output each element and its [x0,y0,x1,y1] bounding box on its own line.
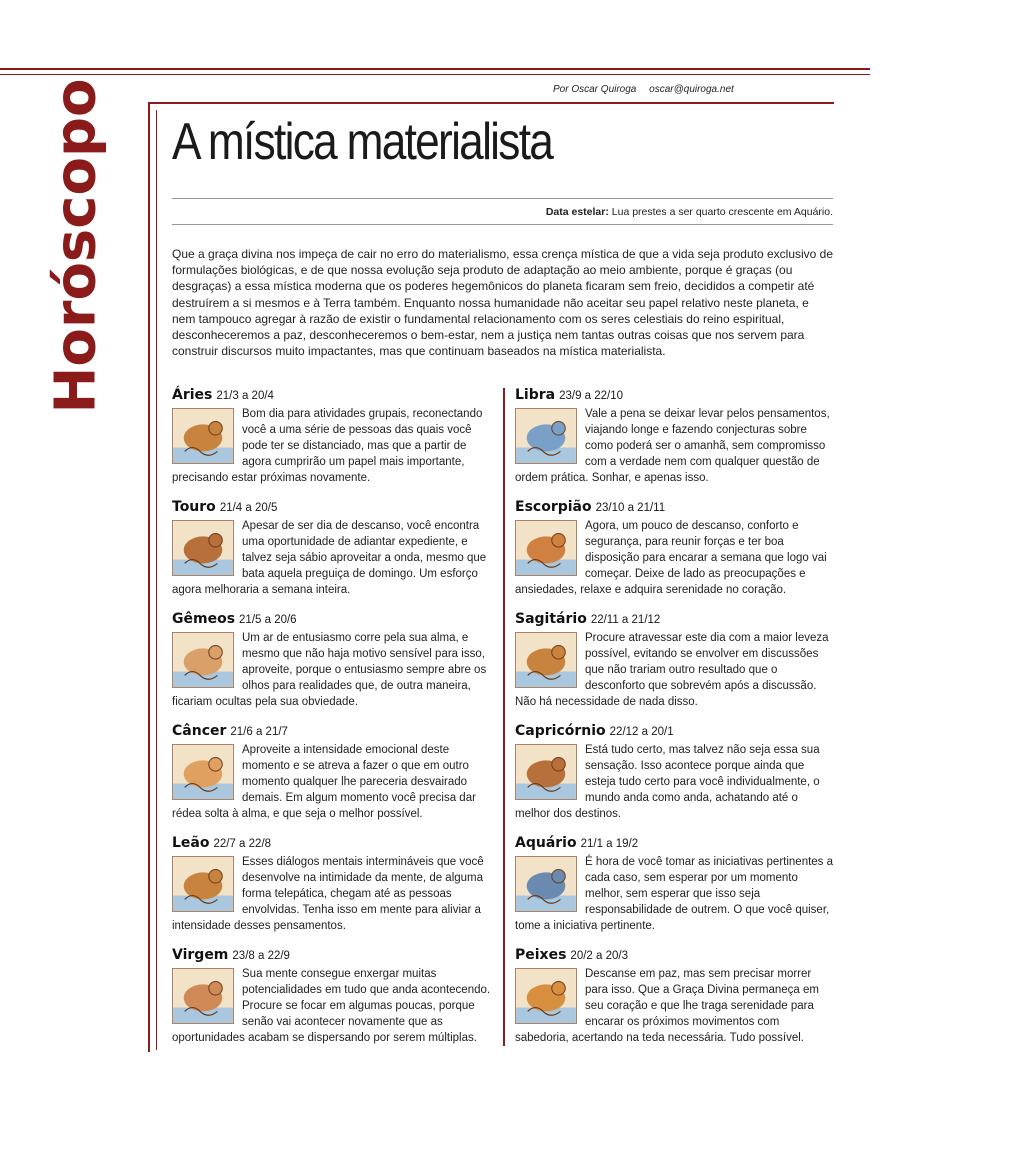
aquarius-icon [515,856,577,912]
byline-author: Por Oscar Quiroga [553,84,637,95]
leo-icon [172,856,234,912]
sign-body [172,406,492,486]
byline-email[interactable]: oscar@quiroga.net [649,84,734,95]
sign-heading [172,834,492,853]
sign-entry [172,946,492,1058]
sign-name: Escorpião [515,499,592,515]
sign-text: Descanse em paz, mas sem precisar morrer para isso. Que a Graça Divina permaneça em seu coração e que lhe traga serenidade para encarar os próximos movimentos com sabedoria, acertando na teda necessária. Tudo possível. [515,968,819,1044]
column-divider [503,388,505,1046]
sign-entry [515,834,835,946]
sign-dates: 21/4 a 20/5 [219,502,278,514]
frame-left-rule-inner [156,110,157,1050]
sign-body [172,518,492,598]
frame-top-rule [148,102,834,104]
sign-name: Libra [515,387,556,403]
sign-dates: 21/1 a 19/2 [580,838,639,850]
sign-text: Um ar de entusiasmo corre pela sua alma, e mesmo que não haja motivo sensível para isso, aproveite, porque o entusiasmo sempre abre os olhos para realidades que, de outra maneira, ficariam ocultas pela sua obviedade. [172,632,487,708]
sign-dates: 23/8 a 22/9 [232,950,290,962]
sign-body [515,630,835,710]
sign-heading [515,722,835,741]
sign-text: Esses diálogos mentais intermináveis que você desenvolve na intimidade da mente, de alguma forma telepática, chegam até as pessoas envolvidas. Tenha isso em mente para aliviar a intensidade desses pensamentos. [172,856,484,932]
sign-text: Agora, um pouco de descanso, conforto e segurança, para reunir forças e ter boa disposição para encarar a semana que logo vai começar. Deixe de lado as preocupações e ansiedades, relaxe e adquira serenidade no coração. [515,520,827,596]
sign-body [172,742,492,822]
stardate-text: Lua prestes a ser quarto crescente em Aquário. [611,206,833,218]
taurus-icon [172,520,234,576]
sign-body [515,406,835,486]
sign-body [515,854,835,934]
top-rule [0,68,870,70]
sign-text: Aproveite a intensidade emocional deste momento e se atreva a fazer o que em outro momento qualquer lhe pareceria desvairado demais. Em algum momento você precisa dar rédea solta à alma, e que seja o melhor possível. [172,744,476,820]
sign-body [172,630,492,710]
sign-body [515,966,835,1046]
virgo-icon [172,968,234,1024]
sign-entry [172,834,492,946]
headline: A mística materialista [172,113,553,171]
sign-entry [515,498,835,610]
sign-heading [172,610,492,629]
sign-text: Apesar de ser dia de descanso, você encontra uma oportunidade de adiantar expediente, e talvez seja sábio aproveitar a onda, mesmo que bata aquela preguiça de domingo. Um esforço agora melhoraria a semana inteira. [172,520,487,596]
intro-paragraph: Que a graça divina nos impeça de cair no erro do materialismo, essa crença mística de que a vida seja produto exclusivo de formulações biológicas, e de que nossa evolução seja produto de adaptação ao meio ambiente, porque é graças (ou desgraças) a essa mística moderna que os poderes hegemônicos do planeta ficaram sem freio, decididos a competir até destruírem a si mesmos e à Terra também. Enquanto nossa humanidade não aceitar seu papel relativo neste planeta, e nem tampouco agregar à razão de existir o fundamental relacionamento com os seres celestiais do reino espiritual, desconheceremos a paz, desconheceremos o bem-estar, nem a justiça nem tantas outras coisas que nos servem para construir discursos muito impactantes, mas que continuam baseados na mística materialista. [172,247,834,359]
sign-heading [515,946,835,965]
sign-text: Bom dia para atividades grupais, reconectando você a uma série de pessoas das quais você pode ter se distanciado, mas que a partir de agora cumprirão um papel mais importante, precisando estar próximas novamente. [172,408,483,484]
sign-text: Vale a pena se deixar levar pelos pensamentos, viajando longe e fazendo conjecturas sobre como poderá ser o amanhã, sem compromisso com a verdade nem com qualquer questão de ordem prática. Sonhar, e apenas isso. [515,408,830,484]
frame-left-rule [148,102,150,1052]
sign-entry [172,610,492,722]
headline-rule [172,198,833,199]
sign-entry [515,610,835,722]
section-title [36,78,116,414]
sign-entry [172,386,492,498]
sign-entry [515,386,835,498]
libra-icon [515,408,577,464]
sign-dates: 20/2 a 20/3 [570,950,628,962]
scorpio-icon [515,520,577,576]
cancer-icon [172,744,234,800]
sign-name: Peixes [515,947,567,963]
sign-heading [515,386,835,405]
sign-entry [172,498,492,610]
sign-body [515,742,835,822]
sign-name: Gêmeos [172,611,236,627]
sign-text: Está tudo certo, mas talvez não seja essa sua sensação. Isso acontece porque ainda que esteja tudo certo para você individualmente, o mundo anda como anda, achatando até o melhor dos destinos. [515,744,820,820]
sign-dates: 23/9 a 22/10 [559,390,624,402]
sign-dates: 22/12 a 20/1 [609,726,674,738]
sign-dates: 21/6 a 21/7 [230,726,288,738]
sign-heading [515,834,835,853]
sign-heading [172,946,492,965]
stardate [546,206,833,218]
sign-name: Virgem [172,947,229,963]
pisces-icon [515,968,577,1024]
sign-text: Sua mente consegue enxergar muitas potencialidades em tudo que anda acontecendo. Procure se focar em algumas poucas, porque senão vai acontecer novamente que as oportunidades acabam se dispersando por serem múltiplas. [172,968,491,1044]
sagittarius-icon [515,632,577,688]
sign-heading [172,498,492,517]
section-title-text: Horóscopo [43,78,109,414]
sign-dates: 22/7 a 22/8 [213,838,272,850]
sign-name: Capricórnio [515,723,606,739]
sign-name: Aquário [515,835,577,851]
signs-column-right [515,386,835,1058]
signs-column-left [172,386,492,1058]
sign-text: Procure atravessar este dia com a maior leveza possível, evitando se envolver em discussões que não trariam outro resultado que o desconforto que sobrevém após a discussão. Não há necessidade de nada disso. [515,632,829,708]
sign-name: Áries [172,387,213,403]
stardate-rule [172,224,833,225]
byline [553,84,734,95]
capricorn-icon [515,744,577,800]
sign-dates: 21/3 a 20/4 [216,390,274,402]
sign-body [172,854,492,934]
sign-name: Sagitário [515,611,587,627]
sign-body [172,966,492,1046]
top-rule-thin [0,74,870,75]
stardate-label: Data estelar: [545,206,609,218]
gemini-icon [172,632,234,688]
sign-heading [515,610,835,629]
sign-entry [515,946,835,1058]
sign-body [515,518,835,598]
sign-dates: 21/5 a 20/6 [239,614,297,626]
sign-dates: 23/10 a 21/11 [595,502,666,514]
sign-text: É hora de você tomar as iniciativas pertinentes a cada caso, sem esperar por um momento melhor, sem esperar que isso seja responsabilidade de outrem. O que você quiser, tome a iniciativa pertinente. [515,856,834,932]
sign-name: Câncer [172,723,227,739]
sign-dates: 22/11 a 21/12 [590,614,661,626]
sign-heading [172,386,492,405]
sign-heading [172,722,492,741]
sign-entry [172,722,492,834]
sign-entry [515,722,835,834]
sign-name: Touro [172,499,216,515]
aries-icon [172,408,234,464]
sign-name: Leão [172,835,210,851]
sign-heading [515,498,835,517]
